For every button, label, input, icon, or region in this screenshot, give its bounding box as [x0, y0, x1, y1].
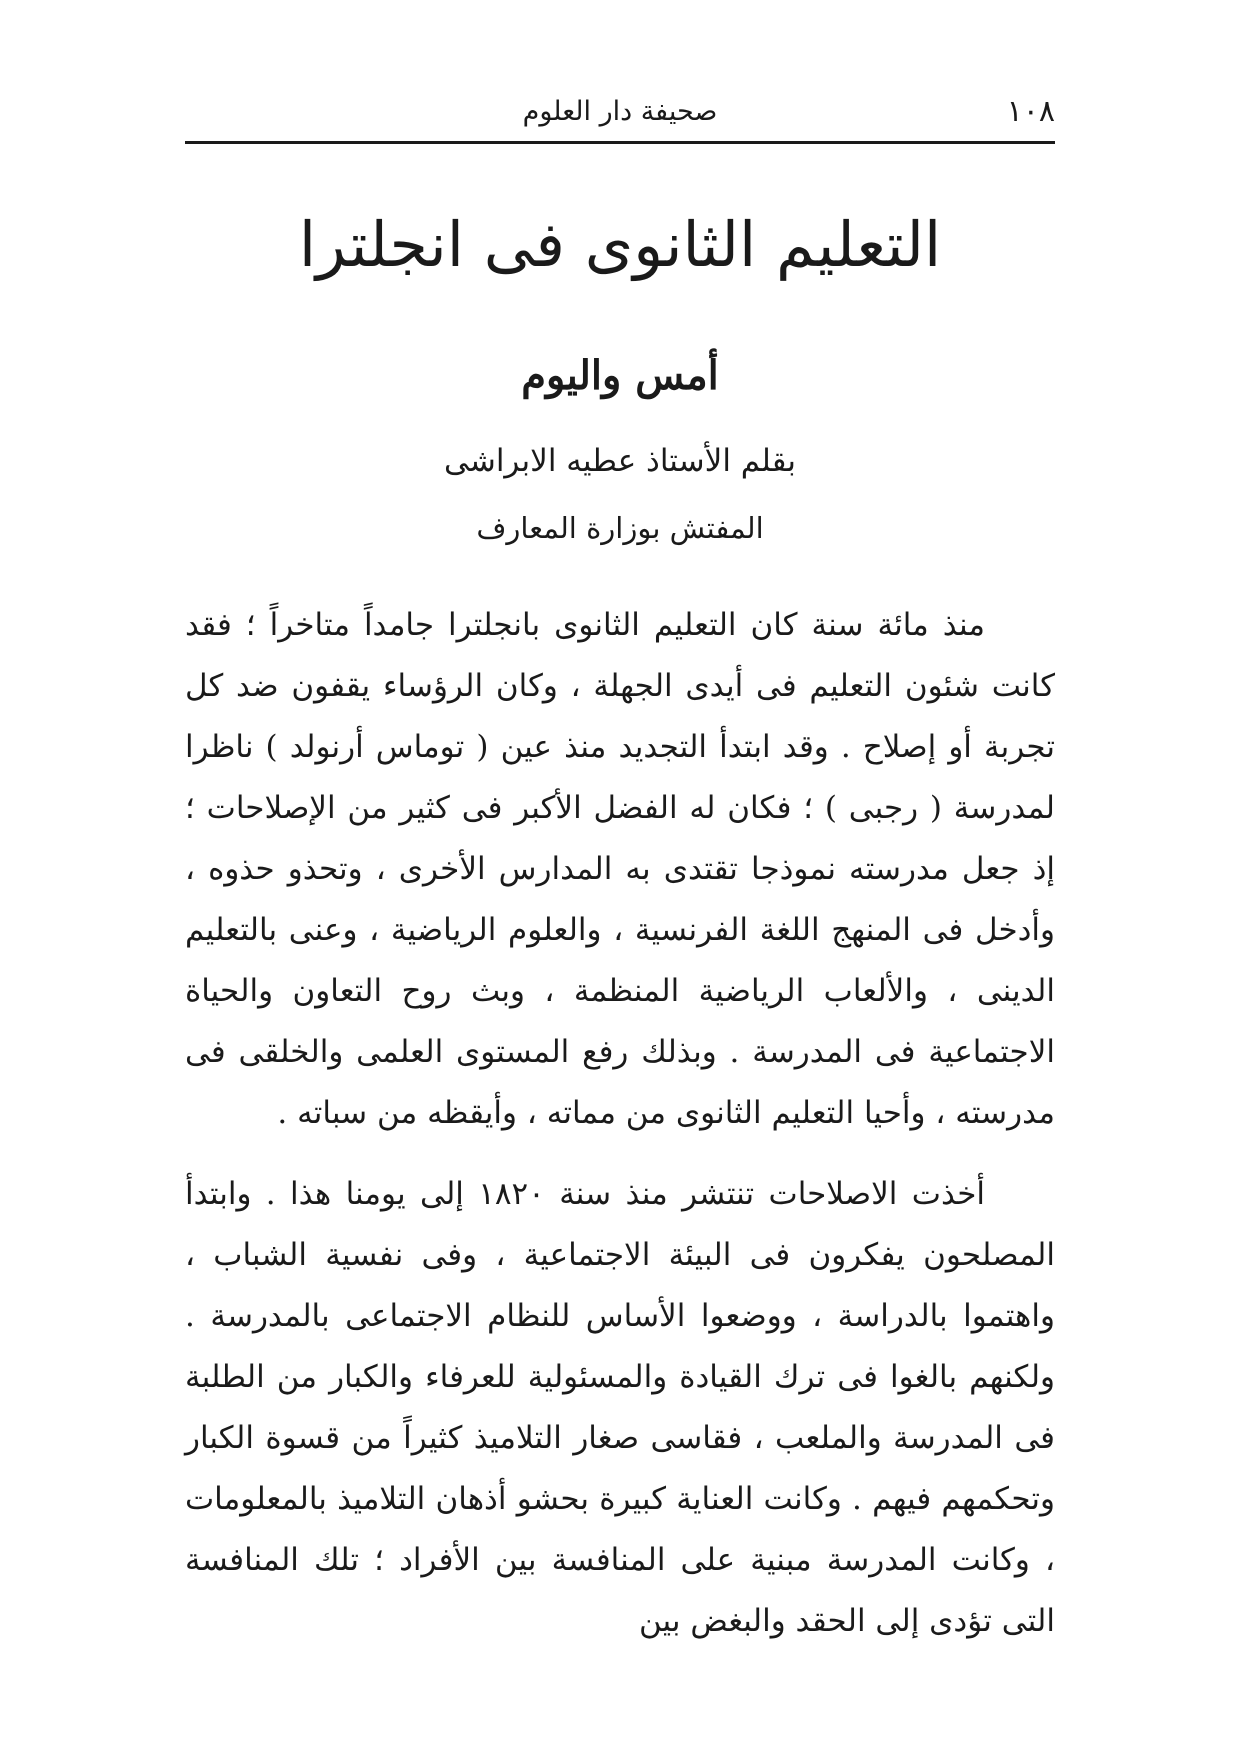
article-body: [185, 595, 1055, 1672]
page-number: ١٠٨: [1006, 94, 1055, 129]
running-header: [185, 92, 1055, 132]
article-byline: بقلم الأستاذ عطيه الابراشى: [444, 443, 796, 479]
body-paragraph-1: منذ مائة سنة كان التعليم الثانوى بانجلترا جامداً متاخراً ؛ فقد كانت شئون التعليم فى أيدى الجهلة ، وكان الرؤساء يقفون ضد كل تجربة أو إصلاح . وقد ابتدأ التجديد منذ عين ( توماس أرنولد ) ناظرا لمدرسة ( رجبى ) ؛ فكان له الفضل الأكبر فى كثير من الإصلاحات ؛ إذ جعل مدرسته نموذجا تقتدى به المدارس الأخرى ، وتحذو حذوه ، وأدخل فى المنهج اللغة الفرنسية ، والعلوم الرياضية ، وعنى بالتعليم الدينى ، والألعاب الرياضية المنظمة ، وبث روح التعاون والحياة الاجتماعية فى المدرسة . وبذلك رفع المستوى العلمى والخلقى فى مدرسته ، وأحيا التعليم الثانوى من مماته ، وأيقظه من سباته .: [185, 607, 1055, 1131]
header-rule: [185, 141, 1055, 144]
body-paragraph-2: أخذت الاصلاحات تنتشر منذ سنة ١٨٢٠ إلى يومنا هذا . وابتدأ المصلحون يفكرون فى البيئة الاجتماعية ، وفى نفسية الشباب ، واهتموا بالدراسة ، ووضعوا الأساس للنظام الاجتماعى بالمدرسة . ولكنهم بالغوا فى ترك القيادة والمسئولية للعرفاء والكبار من الطلبة فى المدرسة والملعب ، فقاسى صغار التلاميذ كثيراً من قسوة الكبار وتحكمهم فيهم . وكانت العناية كبيرة بحشو أذهان التلاميذ بالمعلومات ، وكانت المدرسة مبنية على المنافسة بين الأفراد ؛ تلك المنافسة التى تؤدى إلى الحقد والبغض بين: [185, 1176, 1055, 1639]
author-affiliation: المفتش بوزارة المعارف: [476, 511, 764, 545]
article-title: التعليم الثانوى فى انجلترا: [298, 208, 942, 281]
article-subtitle: أمس واليوم: [521, 352, 719, 399]
journal-name: صحيفة دار العلوم: [522, 96, 718, 127]
